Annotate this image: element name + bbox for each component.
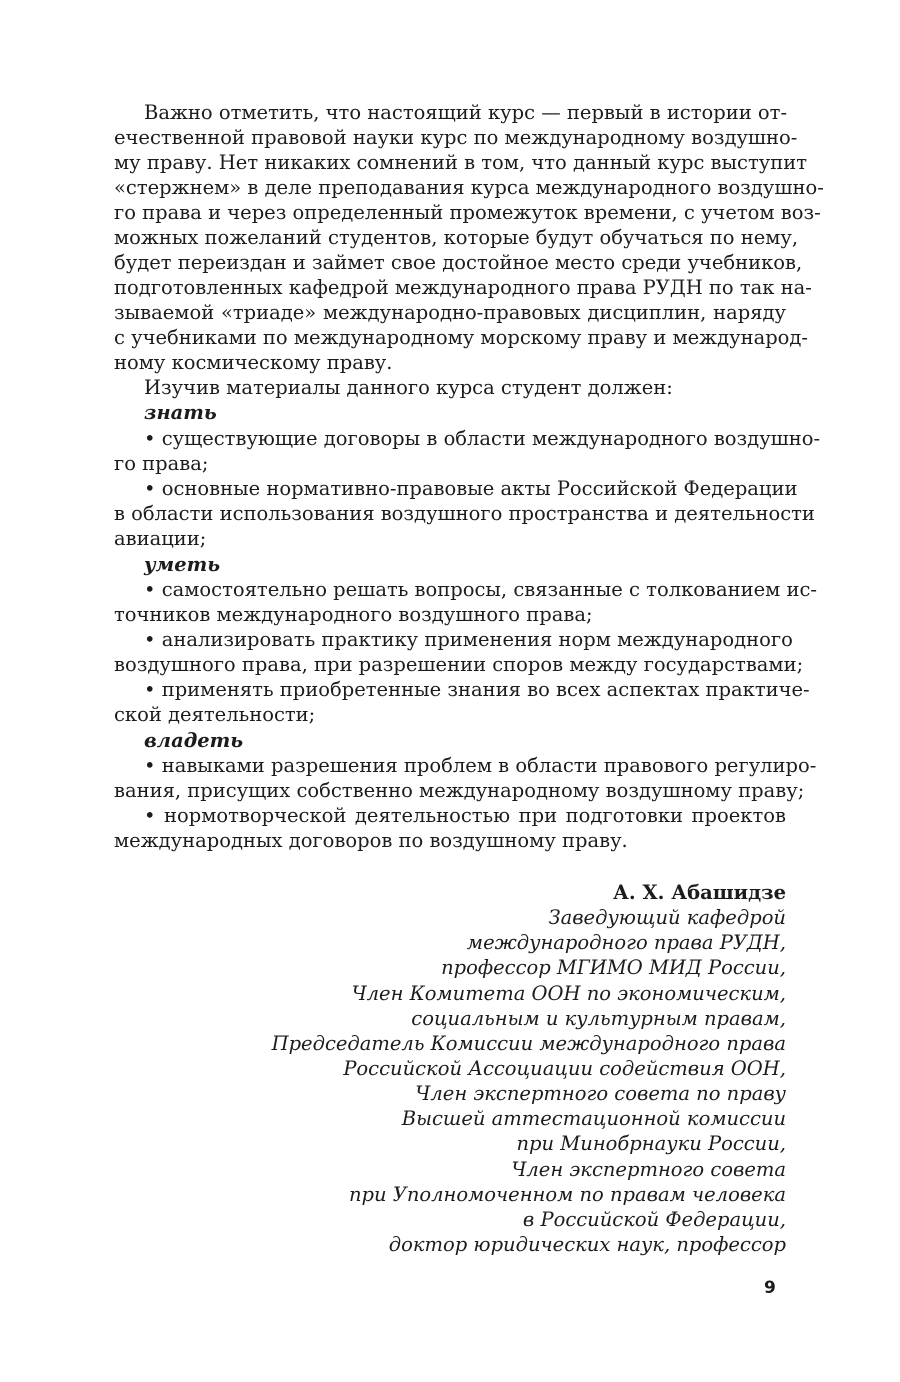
text-line: можных пожеланий студентов, которые будут обучаться по нему,	[114, 226, 799, 249]
text-line: подготовленных кафедрой международного права РУДН по так на-	[114, 276, 812, 299]
bullet-item: • применять приобретенные знания во всех аспектах практиче-	[144, 678, 810, 701]
author-title-line: социальным и культурным правам,	[411, 1007, 786, 1030]
author-title-line: профессор МГИМО МИД России,	[441, 956, 786, 979]
page-body	[114, 0, 824, 1382]
text-line: авиации;	[114, 527, 207, 550]
section-label-know: знать	[144, 401, 217, 424]
author-title-line: Российской Ассоциации содействия ООН,	[343, 1057, 786, 1080]
author-title-line: международного права РУДН,	[466, 931, 786, 954]
text-line: го права и через определенный промежуток времени, с учетом воз-	[114, 201, 821, 224]
author-title-line: Председатель Комиссии международного права	[271, 1032, 786, 1055]
text-line: му праву. Нет никаких сомнений в том, что данный курс выступит	[114, 151, 808, 174]
author-title-line: Заведующий кафедрой	[548, 906, 786, 929]
section-label-master: владеть	[144, 729, 244, 752]
author-title-line: при Минобрнауки России,	[516, 1132, 786, 1155]
author-title-line: Член экспертного совета	[511, 1158, 786, 1181]
bullet-item: • нормотворческой деятельностью при подготовки проектов	[144, 804, 786, 827]
page-number: 9	[764, 1278, 776, 1298]
bullet-item: • существующие договоры в области международного воздушно-	[144, 427, 821, 450]
author-title-line: Высшей аттестационной комиссии	[401, 1107, 786, 1130]
author-title-line: доктор юридических наук, профессор	[388, 1233, 786, 1256]
text-line: точников международного воздушного права;	[114, 603, 593, 626]
text-line: международных договоров по воздушному праву.	[114, 829, 628, 852]
text-line: ечественной правовой науки курс по международному воздушно-	[114, 126, 798, 149]
bullet-item: • навыками разрешения проблем в области правового регулиро-	[144, 754, 817, 777]
section-label-can: уметь	[144, 553, 221, 576]
bullet-item: • основные нормативно-правовые акты Российской Федерации	[144, 477, 798, 500]
text-line: Важно отметить, что настоящий курс — первый в истории от-	[144, 101, 788, 124]
bullet-item: • анализировать практику применения норм международного	[144, 628, 793, 651]
author-title-line: Член экспертного совета по праву	[415, 1082, 786, 1105]
author-title-line: при Уполномоченном по правам человека	[348, 1183, 786, 1206]
text-line: будет переиздан и займет свое достойное место среди учебников,	[114, 251, 803, 274]
text-line: ному космическому праву.	[114, 351, 393, 374]
author-title-line: Член Комитета ООН по экономическим,	[351, 982, 786, 1005]
text-line: зываемой «триаде» международно-правовых дисциплин, наряду	[114, 301, 786, 324]
author-title-line: в Российской Федерации,	[522, 1208, 786, 1231]
text-line: воздушного права, при разрешении споров между государствами;	[114, 653, 804, 676]
bullet-item: • самостоятельно решать вопросы, связанные с толкованием ис-	[144, 578, 818, 601]
text-line: в области использования воздушного пространства и деятельности	[114, 502, 815, 525]
text-line: с учебниками по международному морскому праву и международ-	[114, 326, 809, 349]
text-line: ской деятельности;	[114, 703, 316, 726]
text-line: Изучив материалы данного курса студент должен:	[144, 376, 673, 399]
text-line: вания, присущих собственно международному воздушному праву;	[114, 779, 805, 802]
text-line: «стержнем» в деле преподавания курса международного воздушно-	[114, 176, 824, 199]
author-name: А. Х. Абашидзе	[613, 881, 786, 904]
text-line: го права;	[114, 452, 209, 475]
